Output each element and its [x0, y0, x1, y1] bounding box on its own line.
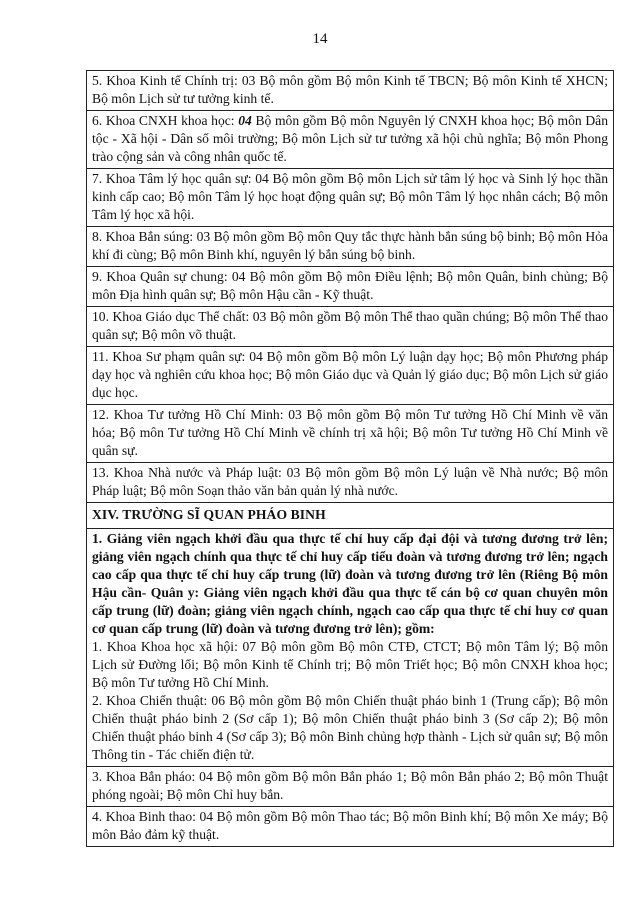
page-number: 14: [312, 31, 328, 47]
lecturer-group: [87, 528, 613, 766]
faculty-entry-13: 13. Khoa Nhà nước và Pháp luật: 03 Bộ môn gồm Bộ môn Lý luận về Nhà nước; Bộ môn Pháp luật; Bộ môn Soạn thảo văn bản quản lý nhà nước.: [87, 462, 613, 502]
group-item-2: 2. Khoa Chiến thuật: 06 Bộ môn gồm Bộ môn Chiến thuật pháo binh 1 (Trung cấp); Bộ môn Chiến thuật pháo binh 2 (Sơ cấp 1); Bộ môn Chiến thuật pháo binh 3 (Sơ cấp 2); Bộ môn Chiến thuật pháo binh 4 (Sơ cấp 3); Bộ môn Binh chủng hợp thành - Lịch sử quân sự; Bộ môn Thông tin - Tác chiến điện tử.: [92, 693, 608, 762]
entry-6-count: 04: [238, 113, 252, 128]
faculty-entry-11: 11. Khoa Sư phạm quân sự: 04 Bộ môn gồm Bộ môn Lý luận dạy học; Bộ môn Phương pháp dạy học và nghiên cứu khoa học; Bộ môn Giáo dục và Quản lý giáo dục; Bộ môn Lịch sử giáo dục học.: [87, 346, 613, 404]
entry-6-prefix: 6. Khoa CNXH khoa học:: [92, 113, 239, 128]
faculty-entry-7: 7. Khoa Tâm lý học quân sự: 04 Bộ môn gồm Bộ môn Lịch sử tâm lý học và Sinh lý học thần kinh cấp cao; Bộ môn Tâm lý học hoạt động quân sự; Bộ môn Tâm lý học nhân cách; Bộ môn Tâm lý học xã hội.: [87, 168, 613, 226]
faculty-entry-binh-thao: 4. Khoa Binh thao: 04 Bộ môn gồm Bộ môn Thao tác; Bộ môn Binh khí; Bộ môn Xe máy; Bộ môn Bảo đảm kỹ thuật.: [87, 806, 613, 846]
entry-6-suffix: Bộ môn gồm Bộ môn Nguyên lý CNXH khoa học; Bộ môn Dân tộc - Xã hội - Dân số môi trường; Bộ môn Lịch sử tư tưởng xã hội chủ nghĩa; Bộ môn Phong trào cộng sản và công nhân quốc tế.: [92, 113, 609, 164]
faculty-entry-6: [87, 110, 613, 168]
faculty-entry-12: 12. Khoa Tư tưởng Hồ Chí Minh: 03 Bộ môn gồm Bộ môn Tư tưởng Hồ Chí Minh về văn hóa; Bộ môn Tư tưởng Hồ Chí Minh về chính trị xã hội; Bộ môn Tư tưởng Hồ Chí Minh về quân sự.: [87, 404, 613, 462]
group-item-1: 1. Khoa Khoa học xã hội: 07 Bộ môn gồm Bộ môn CTĐ, CTCT; Bộ môn Tâm lý; Bộ môn Lịch sử Đường lối; Bộ môn Kinh tế Chính trị; Bộ môn Triết học; Bộ môn CNXH khoa học; Bộ môn Tư tưởng Hồ Chí Minh.: [92, 639, 608, 690]
section-title: XIV. TRƯỜNG SĨ QUAN PHÁO BINH: [87, 502, 613, 528]
content-table: [86, 70, 614, 847]
faculty-entry-ban-phao: 3. Khoa Bắn pháo: 04 Bộ môn gồm Bộ môn Bắn pháo 1; Bộ môn Bắn pháo 2; Bộ môn Thuật phóng ngoài; Bộ môn Chỉ huy bắn.: [87, 766, 613, 806]
faculty-entry-5: 5. Khoa Kinh tế Chính trị: 03 Bộ môn gồm Bộ môn Kinh tế TBCN; Bộ môn Kinh tế XHCN; Bộ môn Lịch sử tư tưởng kinh tế.: [92, 73, 608, 106]
faculty-entry-10: 10. Khoa Giáo dục Thể chất: 03 Bộ môn gồm Bộ môn Thể thao quần chúng; Bộ môn Thể thao quân sự; Bộ môn võ thuật.: [87, 306, 613, 346]
faculty-entry-9: 9. Khoa Quân sự chung: 04 Bộ môn gồm Bộ môn Điều lệnh; Bộ môn Quân, binh chủng; Bộ môn Địa hình quân sự; Bộ môn Hậu cần - Kỹ thuật.: [87, 266, 613, 306]
faculty-entry-8: 8. Khoa Bắn súng: 03 Bộ môn gồm Bộ môn Quy tắc thực hành bắn súng bộ binh; Bộ môn Hỏa khí đi cùng; Bộ môn Binh khí, nguyên lý bắn súng bộ binh.: [87, 226, 613, 266]
group-heading: 1. Giảng viên ngạch khởi đầu qua thực tế chỉ huy cấp đại đội và tương đương trở lên; giảng viên ngạch chính qua thực tế chỉ huy cấp tiểu đoàn và tương đương trở lên; ngạch cao cấp qua thực tế chỉ huy cấp trung (lữ) đoàn và tương đương trở lên (Riêng Bộ môn Hậu cần- Quân y: Giảng viên ngạch khởi đầu qua thực tế cán bộ cơ quan chuyên môn cấp trung (lữ) đoàn; giảng viên ngạch chính, ngạch cao cấp qua thực tế chỉ huy cơ quan cơ quan cấp trung (lữ) đoàn và tương đương trở lên); gồm:: [92, 531, 608, 636]
